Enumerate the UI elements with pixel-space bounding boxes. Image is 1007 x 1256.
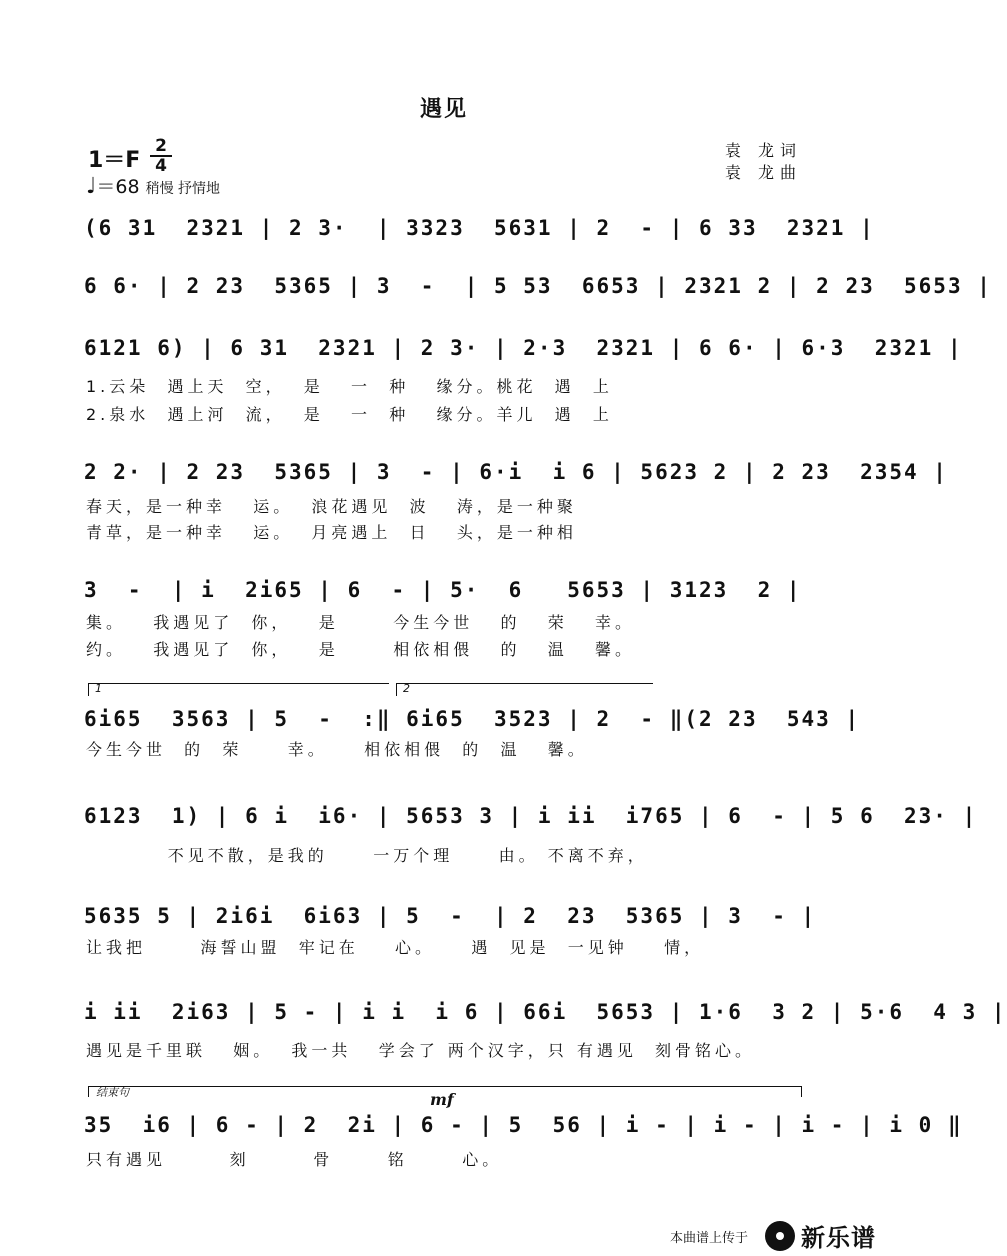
time-signature-top: 2: [155, 136, 167, 156]
lyric-line-7: 遇见是千里联 姻。 我一共 学会了 两个汉字，只 有遇见 刻骨铭心。: [86, 1041, 756, 1060]
score-line-6: 6i65 3563 | 5 - :‖ 6i65 3523 | 2 - ‖(2 23 543 |: [84, 707, 861, 731]
volta-number-1: 1: [95, 682, 102, 695]
tempo-marking: [86, 172, 220, 199]
score-line-8: 5635 5 | 2i6i 6i63 | 5 - | 2 23 5365 | 3 - |: [84, 904, 817, 928]
lyric-line-5: 不见不散，是我的 一万个理 由。 不离不弃，: [86, 846, 648, 865]
lyric-verse2-line-3: 约。 我遇见了 你， 是 相依相偎 的 温 馨。: [86, 640, 635, 659]
score-line-3: 6121 6) | 6 31 2321 | 2 3· | 2·3 2321 | 6 6· | 6·3 2321 |: [84, 336, 963, 360]
score-line-5: 3 - | i 2i65 | 6 - | 5· 6 5653 | 3123 2 |: [84, 578, 802, 602]
lyric-verse1-line-1: 1.云朵 遇上天 空， 是 一 种 缘分。桃花 遇 上: [86, 377, 613, 396]
score-line-2: 6 6· | 2 23 5365 | 3 - | 5 53 6653 | 2321 2 | 2 23 5653 |: [84, 274, 992, 298]
volta-bracket-2: [396, 683, 653, 696]
record-disc-icon: [765, 1221, 795, 1251]
lyric-line-8: 只有遇见 刻 骨 铭 心。: [86, 1150, 503, 1169]
key-signature: 1＝F: [88, 148, 141, 173]
credits: [725, 140, 802, 184]
time-signature: [150, 138, 172, 174]
lyric-verse2-line-2: 青草，是一种幸 运。 月亮遇上 日 头，是一种相: [86, 523, 577, 542]
song-title: 遇见: [419, 97, 468, 122]
score-line-7: 6123 1) | 6 i i6· | 5653 3 | i ii i765 | 6 - | 5 6 23· |: [84, 804, 978, 828]
site-logo[interactable]: [765, 1218, 876, 1253]
lyric-verse1-line-2: 春天，是一种幸 运。 浪花遇见 波 涛，是一种聚: [86, 497, 577, 516]
brand-name: 新乐谱: [801, 1224, 876, 1252]
time-signature-bottom: 4: [155, 156, 167, 176]
upload-text: 本曲谱上传于: [669, 1231, 748, 1246]
lyric-line-4: 今生今世 的 荣 幸。 相依相偎 的 温 馨。: [86, 740, 588, 759]
score-line-4: 2 2· | 2 23 5365 | 3 - | 6·i i 6 | 5623 2 | 2 23 2354 |: [84, 460, 948, 484]
volta-number-2: 2: [403, 682, 410, 695]
score-line-9: i ii 2i63 | 5 - | i i i 6 | 66i 5653 | 1·6 3 2 | 5·6 4 3 |: [84, 1000, 1007, 1024]
score-line-1: (6 31 2321 | 2 3· | 3323 5631 | 2 - | 6 33 2321 |: [84, 216, 875, 240]
quarter-note-icon: ♩: [86, 174, 97, 199]
expression-mark: 稍慢 抒情地: [145, 181, 221, 197]
composer-credit: 袁 龙曲: [724, 163, 802, 182]
tempo-value: ＝68: [96, 176, 140, 198]
dynamic-marking: mf: [430, 1090, 454, 1109]
score-line-10: 35 i6 | 6 - | 2 2i | 6 - | 5 56 | i - | i - | i - | i 0 ‖: [84, 1113, 963, 1137]
lyric-verse2-line-1: 2.泉水 遇上河 流， 是 一 种 缘分。羊儿 遇 上: [86, 405, 613, 424]
coda-label: 结束句: [96, 1086, 129, 1099]
volta-bracket-1: [88, 683, 389, 696]
lyric-verse1-line-3: 集。 我遇见了 你， 是 今生今世 的 荣 幸。: [86, 613, 635, 632]
lyric-line-6: 让我把 海誓山盟 牢记在 心。 遇 见是 一见钟 情，: [86, 938, 705, 957]
lyricist-credit: 袁 龙词: [724, 141, 802, 160]
